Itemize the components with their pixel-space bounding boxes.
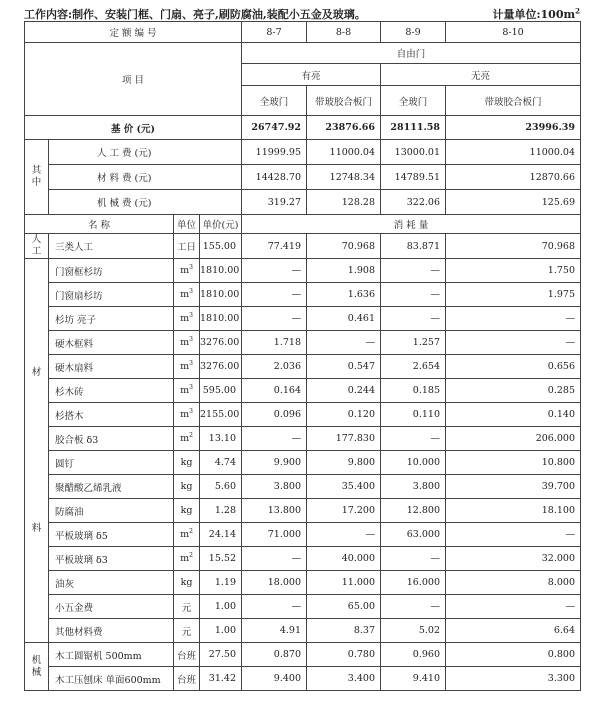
unit-sup: 3 xyxy=(189,288,193,296)
resource-row xyxy=(25,667,581,691)
resource-unit: 元 xyxy=(174,595,200,619)
consume-value: — xyxy=(381,283,446,307)
resource-name: 油灰 xyxy=(49,571,174,595)
consume-value: — xyxy=(242,283,307,307)
consume-value: 65.00 xyxy=(307,595,381,619)
consume-value: 39.700 xyxy=(446,475,581,499)
of-which-label-char: 中 xyxy=(31,177,42,188)
resource-unit: 台班 xyxy=(174,667,200,691)
resource-name: 硬木框料 xyxy=(49,331,174,355)
resource-name: 防腐油 xyxy=(49,499,174,523)
resource-unit: $m^3$ xyxy=(174,403,200,427)
quota-table xyxy=(24,21,581,691)
resource-name: 木工压刨床 单面600mm xyxy=(49,667,174,691)
consume-value: 0.780 xyxy=(307,643,381,667)
resource-unit: $m^3$ xyxy=(174,283,200,307)
resource-price: 13.10 xyxy=(200,427,242,451)
labor-category-char: 工 xyxy=(31,246,42,257)
resource-row xyxy=(25,643,581,667)
consume-value: — xyxy=(446,523,581,547)
resource-row xyxy=(25,619,581,643)
consume-value: 9.800 xyxy=(307,451,381,475)
consume-value: 12.800 xyxy=(381,499,446,523)
unit-sup: 3 xyxy=(189,384,193,392)
cost-value: 11000.04 xyxy=(307,140,381,165)
code-cell: 8-9 xyxy=(381,22,446,43)
resource-row xyxy=(25,475,581,499)
consume-value: 4.91 xyxy=(242,619,307,643)
resource-name: 杉木砖 xyxy=(49,379,174,403)
resource-price: 15.52 xyxy=(200,547,242,571)
consume-value: 0.656 xyxy=(446,355,581,379)
consume-value: 6.64 xyxy=(446,619,581,643)
resource-name: 硬木扇料 xyxy=(49,355,174,379)
consume-value: 18.000 xyxy=(242,571,307,595)
quota-code-label: 定 额 编 号 xyxy=(25,22,242,43)
unit-sup: 3 xyxy=(189,336,193,344)
machine-category-char: 机 xyxy=(31,654,42,666)
consume-value: 17.200 xyxy=(307,499,381,523)
consume-value: 70.968 xyxy=(446,234,581,259)
material-category xyxy=(25,259,49,643)
resource-price: 1.00 xyxy=(200,619,242,643)
cost-value: 128.28 xyxy=(307,190,381,215)
consume-value: 77.419 xyxy=(242,234,307,259)
work-content-label: 工作内容: xyxy=(24,8,73,21)
base-price-row xyxy=(25,116,581,140)
cost-value: 12870.66 xyxy=(446,165,581,190)
col-consume: 消 耗 量 xyxy=(242,215,581,234)
cost-row xyxy=(25,140,581,165)
resource-price: 3276.00 xyxy=(200,355,242,379)
consume-value: — xyxy=(381,427,446,451)
resource-name: 小五金费 xyxy=(49,595,174,619)
consume-value: 0.110 xyxy=(381,403,446,427)
consume-value: 16.000 xyxy=(381,571,446,595)
unit-sup: 3 xyxy=(189,360,193,368)
material-category-char: 料 xyxy=(31,522,42,534)
consume-value: 1.636 xyxy=(307,283,381,307)
consume-value: 2.654 xyxy=(381,355,446,379)
col-unit: 单位 xyxy=(174,215,200,234)
consume-value: 0.185 xyxy=(381,379,446,403)
consume-value: 0.244 xyxy=(307,379,381,403)
measurement-unit xyxy=(492,6,580,22)
resource-price: 595.00 xyxy=(200,379,242,403)
consume-value: 10.000 xyxy=(381,451,446,475)
base-price-cell: 26747.92 xyxy=(242,116,307,140)
consume-value: 3.800 xyxy=(242,475,307,499)
resource-unit: kg xyxy=(174,451,200,475)
resource-price: 1810.00 xyxy=(200,307,242,331)
column-header-row xyxy=(25,215,581,234)
unit-sup: 3 xyxy=(189,312,193,320)
base-price-cell: 23996.39 xyxy=(446,116,581,140)
labor-category-char: 人 xyxy=(31,234,42,245)
consume-value: — xyxy=(242,595,307,619)
consume-value: 0.164 xyxy=(242,379,307,403)
resource-price: 5.60 xyxy=(200,475,242,499)
resource-name: 其他材料费 xyxy=(49,619,174,643)
variant-cell: 带玻胶合板门 xyxy=(446,86,581,116)
consume-value: 8.000 xyxy=(446,571,581,595)
consume-value: — xyxy=(381,595,446,619)
consume-value: — xyxy=(242,259,307,283)
page-header xyxy=(24,6,580,20)
cost-label: 机 械 费 (元) xyxy=(49,190,242,215)
consume-value: 18.100 xyxy=(446,499,581,523)
machine-category xyxy=(25,643,49,691)
group-with-transom: 有亮 xyxy=(242,64,381,86)
unit-label: 计量单位: xyxy=(492,8,541,21)
unit-sup: 2 xyxy=(189,528,193,536)
resource-unit: kg xyxy=(174,475,200,499)
resource-price: 3276.00 xyxy=(200,331,242,355)
code-cell: 8-7 xyxy=(242,22,307,43)
consume-value: 0.140 xyxy=(446,403,581,427)
code-cell: 8-10 xyxy=(446,22,581,43)
resource-name: 门窗扇杉坊 xyxy=(49,283,174,307)
consume-value: 5.02 xyxy=(381,619,446,643)
consume-value: 1.718 xyxy=(242,331,307,355)
cost-row xyxy=(25,165,581,190)
base-price-cell: 23876.66 xyxy=(307,116,381,140)
consume-value: 0.096 xyxy=(242,403,307,427)
unit-sup: 2 xyxy=(189,552,193,560)
unit-sup: 3 xyxy=(189,264,193,272)
cost-row xyxy=(25,190,581,215)
resource-unit: 工日 xyxy=(174,234,200,259)
consume-value: 70.968 xyxy=(307,234,381,259)
consume-value: 9.400 xyxy=(242,667,307,691)
cost-value: 14428.70 xyxy=(242,165,307,190)
consume-value: 10.800 xyxy=(446,451,581,475)
resource-unit: $m^3$ xyxy=(174,307,200,331)
consume-value: — xyxy=(381,307,446,331)
work-content-text: 制作、安装门框、门扇、亮子,刷防腐油,装配小五金及玻璃。 xyxy=(72,8,366,21)
consume-value: 206.000 xyxy=(446,427,581,451)
resource-unit: $m^3$ xyxy=(174,259,200,283)
consume-value: 1.908 xyxy=(307,259,381,283)
resource-unit: $m^3$ xyxy=(174,379,200,403)
labor-category xyxy=(25,234,49,259)
resource-row xyxy=(25,427,581,451)
resource-name: 胶合板 δ3 xyxy=(49,427,174,451)
consume-value: — xyxy=(307,331,381,355)
resource-price: 1810.00 xyxy=(200,283,242,307)
resource-name: 平板玻璃 δ3 xyxy=(49,547,174,571)
resource-row xyxy=(25,523,581,547)
resource-unit: $m^2$ xyxy=(174,427,200,451)
consume-value: 32.000 xyxy=(446,547,581,571)
resource-row xyxy=(25,403,581,427)
resource-name: 木工圆锯机 500mm xyxy=(49,643,174,667)
resource-price: 31.42 xyxy=(200,667,242,691)
variant-cell: 全玻门 xyxy=(381,86,446,116)
resource-unit: kg xyxy=(174,499,200,523)
door-type-row xyxy=(25,43,581,64)
work-content xyxy=(24,6,366,22)
consume-value: 0.800 xyxy=(446,643,581,667)
consume-value: — xyxy=(242,427,307,451)
col-price: 单价(元) xyxy=(200,215,242,234)
unit-sup: 2 xyxy=(575,6,580,16)
consume-value: 3.400 xyxy=(307,667,381,691)
base-price-cell: 28111.58 xyxy=(381,116,446,140)
consume-value: 3.800 xyxy=(381,475,446,499)
resource-name: 杉坊 亮子 xyxy=(49,307,174,331)
resource-row xyxy=(25,451,581,475)
unit-value: 100m xyxy=(540,8,576,21)
consume-value: — xyxy=(381,259,446,283)
consume-value: 63.000 xyxy=(381,523,446,547)
consume-value: 2.036 xyxy=(242,355,307,379)
of-which-label-char: 其 xyxy=(31,165,42,176)
material-category-char: 材 xyxy=(31,366,42,378)
consume-value: 1.975 xyxy=(446,283,581,307)
resource-unit: $m^2$ xyxy=(174,547,200,571)
consume-value: 0.547 xyxy=(307,355,381,379)
consume-value: 71.000 xyxy=(242,523,307,547)
consume-value: 0.870 xyxy=(242,643,307,667)
group-without-transom: 无亮 xyxy=(381,64,581,86)
cost-value: 11000.04 xyxy=(446,140,581,165)
resource-row xyxy=(25,379,581,403)
resource-price: 4.74 xyxy=(200,451,242,475)
resource-name: 杉搭木 xyxy=(49,403,174,427)
col-name: 名 称 xyxy=(25,215,174,234)
unit-sup: 3 xyxy=(189,408,193,416)
resource-price: 1810.00 xyxy=(200,259,242,283)
resource-price: 27.50 xyxy=(200,643,242,667)
consume-value: 8.37 xyxy=(307,619,381,643)
consume-value: 83.871 xyxy=(381,234,446,259)
cost-value: 13000.01 xyxy=(381,140,446,165)
cost-value: 125.69 xyxy=(446,190,581,215)
consume-value: — xyxy=(307,523,381,547)
consume-value: 9.900 xyxy=(242,451,307,475)
resource-unit: kg xyxy=(174,571,200,595)
consume-value: 3.300 xyxy=(446,667,581,691)
resource-unit: 台班 xyxy=(174,643,200,667)
resource-unit: 元 xyxy=(174,619,200,643)
resource-unit: $m^3$ xyxy=(174,331,200,355)
resource-row xyxy=(25,571,581,595)
resource-row xyxy=(25,307,581,331)
consume-value: 1.750 xyxy=(446,259,581,283)
consume-value: 13.800 xyxy=(242,499,307,523)
resource-price: 24.14 xyxy=(200,523,242,547)
resource-row xyxy=(25,283,581,307)
cost-label: 人 工 费 (元) xyxy=(49,140,242,165)
consume-value: — xyxy=(446,331,581,355)
consume-value: 177.830 xyxy=(307,427,381,451)
cost-value: 11999.95 xyxy=(242,140,307,165)
consume-value: 0.285 xyxy=(446,379,581,403)
resource-name: 圆钉 xyxy=(49,451,174,475)
item-label: 项 目 xyxy=(25,43,242,116)
variant-cell: 全玻门 xyxy=(242,86,307,116)
resource-name: 平板玻璃 δ5 xyxy=(49,523,174,547)
consume-value: — xyxy=(446,595,581,619)
door-type: 自由门 xyxy=(242,43,581,64)
variant-cell: 带玻胶合板门 xyxy=(307,86,381,116)
resource-unit: $m^3$ xyxy=(174,355,200,379)
quota-code-row xyxy=(25,22,581,43)
of-which-label xyxy=(25,140,49,215)
resource-row xyxy=(25,331,581,355)
resource-row xyxy=(25,259,581,283)
resource-row xyxy=(25,234,581,259)
consume-value: 9.410 xyxy=(381,667,446,691)
consume-value: — xyxy=(381,547,446,571)
resource-price: 1.28 xyxy=(200,499,242,523)
resource-row xyxy=(25,499,581,523)
resource-price: 155.00 xyxy=(200,234,242,259)
resource-row xyxy=(25,595,581,619)
resource-row xyxy=(25,547,581,571)
consume-value: 40.000 xyxy=(307,547,381,571)
consume-value: — xyxy=(242,547,307,571)
consume-value: — xyxy=(242,307,307,331)
resource-name: 门窗框杉坊 xyxy=(49,259,174,283)
consume-value: 0.120 xyxy=(307,403,381,427)
resource-row xyxy=(25,355,581,379)
consume-value: 35.400 xyxy=(307,475,381,499)
consume-value: 0.960 xyxy=(381,643,446,667)
consume-value: 1.257 xyxy=(381,331,446,355)
base-price-label: 基 价 (元) xyxy=(25,116,242,140)
consume-value: — xyxy=(446,307,581,331)
machine-category-char: 械 xyxy=(31,666,42,678)
resource-price: 1.00 xyxy=(200,595,242,619)
resource-unit: $m^2$ xyxy=(174,523,200,547)
resource-price: 1.19 xyxy=(200,571,242,595)
cost-value: 322.06 xyxy=(381,190,446,215)
cost-value: 12748.34 xyxy=(307,165,381,190)
cost-label: 材 料 费 (元) xyxy=(49,165,242,190)
resource-price: 2155.00 xyxy=(200,403,242,427)
resource-name: 三类人工 xyxy=(49,234,174,259)
resource-name: 聚醋酸乙烯乳液 xyxy=(49,475,174,499)
cost-value: 319.27 xyxy=(242,190,307,215)
unit-sup: 2 xyxy=(189,432,193,440)
code-cell: 8-8 xyxy=(307,22,381,43)
consume-value: 11.000 xyxy=(307,571,381,595)
consume-value: 0.461 xyxy=(307,307,381,331)
cost-value: 14789.51 xyxy=(381,165,446,190)
